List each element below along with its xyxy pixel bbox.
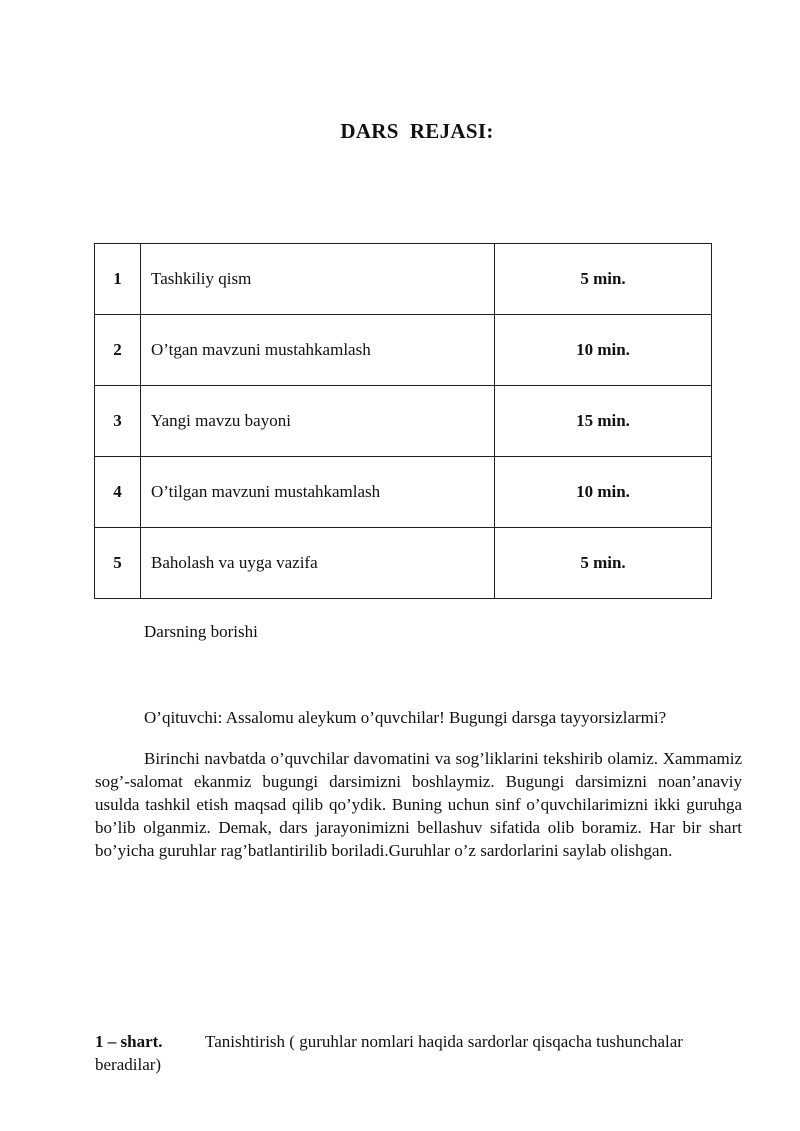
- stage-duration: 5 min.: [495, 244, 712, 315]
- task-label: 1 – shart.: [95, 1032, 163, 1051]
- stage-duration: 15 min.: [495, 386, 712, 457]
- row-number: 4: [95, 457, 141, 528]
- stage-name: Tashkiliy qism: [141, 244, 495, 315]
- lesson-progress-heading: Darsning borishi: [144, 622, 258, 641]
- stage-duration: 10 min.: [495, 315, 712, 386]
- stage-duration: 5 min.: [495, 528, 712, 599]
- table-row: [95, 315, 712, 386]
- table-row: [95, 244, 712, 315]
- stage-name: O’tilgan mavzuni mustahkamlash: [141, 457, 495, 528]
- lesson-plan-table: [94, 243, 712, 599]
- stage-name: Baholash va uyga vazifa: [141, 528, 495, 599]
- table-row: [95, 457, 712, 528]
- table-row: [95, 528, 712, 599]
- task-text: Tanishtirish ( guruhlar nomlari haqida sardorlar qisqacha tushunchalar beradilar): [95, 1032, 683, 1074]
- task-1: [95, 1030, 742, 1076]
- stage-duration: 10 min.: [495, 457, 712, 528]
- stage-name: Yangi mavzu bayoni: [141, 386, 495, 457]
- row-number: 2: [95, 315, 141, 386]
- intro-paragraph: Birinchi navbatda o’quvchilar davomatini va sog’liklarini tekshirib olamiz. Xammamiz sog’-salomat ekanmiz bugungi darsimizni boshlaymiz. Bugungi darsimizni noan’anaviy usulda tashkil etish maqsad qilib qo’ydik. Buning uchun sinf o’quvchilarimizni ikki guruhga bo’lib olganmiz. Demak, dars jarayonimizni bellashuv sifatida olib boramiz. Har bir shart bo’yicha guruhlar rag’batlantirilib boriladi.Guruhlar o’z sardorlarini saylab olishgan.: [95, 749, 742, 860]
- row-number: 5: [95, 528, 141, 599]
- teacher-greeting: O’qituvchi: Assalomu aleykum o’quvchilar! Bugungi darsga tayyorsizlarmi?: [144, 708, 667, 727]
- page-title: DARS REJASI:: [340, 119, 494, 143]
- table-row: [95, 386, 712, 457]
- row-number: 3: [95, 386, 141, 457]
- row-number: 1: [95, 244, 141, 315]
- stage-name: O’tgan mavzuni mustahkamlash: [141, 315, 495, 386]
